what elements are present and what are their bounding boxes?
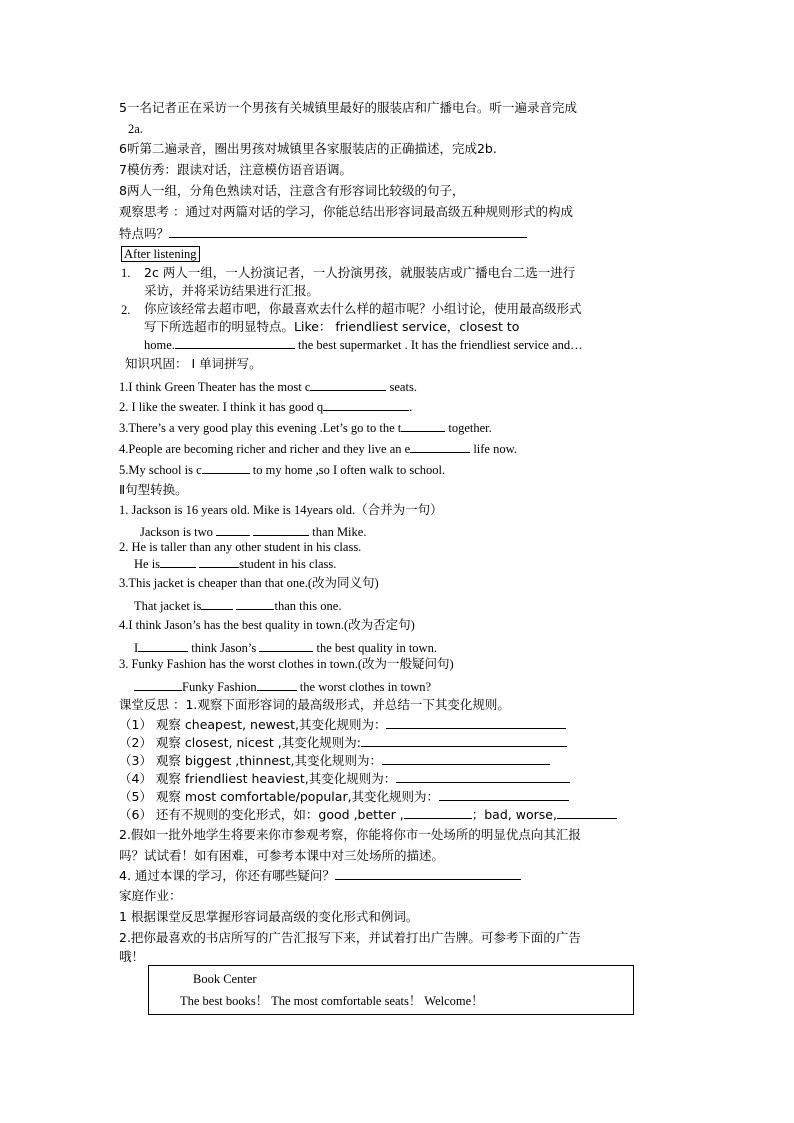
q5-text: 5.My school is c [119,463,202,477]
transform-q3: 3.This jacket is cheaper than that one.(改为同义句) [119,576,379,590]
item-1-num: 1. [121,266,131,280]
p4-blank[interactable] [335,867,521,880]
transform-q4: 4.I think Jason’s has the best quality in town.(改为否定句) [119,618,415,632]
t4-post: the best quality in town. [313,641,437,655]
item-2-tail: the best supermarket . It has the friendliest service and… [294,338,583,352]
q3-blank[interactable] [401,419,445,432]
q2-text: 2. I like the sweater. I think it has good q [119,400,324,414]
transform-heading: Ⅱ句型转换。 [119,482,188,497]
r2-text: （2） 观察 closest, nicest ,其变化规则为: [119,735,361,750]
spelling-q2 [119,398,412,415]
r5-text: （5） 观察 most comfortable/popular,其变化规则为： [119,789,440,804]
r6-blank-1[interactable] [404,806,472,819]
t3-blank-2[interactable] [236,597,274,610]
q3-text: 3.There’s a very good play this evening .Let’s go to the t [119,421,402,435]
transform-q1-answer [140,523,366,540]
transform-q5-answer [134,678,431,695]
supermarket-blank[interactable] [175,336,295,349]
q1-blank[interactable] [310,378,386,391]
instruction-8: 8两人一组，分角色熟读对话，注意含有形容词比较级的句子， [119,183,465,198]
reflection-p2: 2.假如一批外地学生将要来你市参观考察，你能将你市一处场所的明显优点向其汇报 [119,827,581,842]
observe-think-tail: 特点吗？ [119,226,170,241]
r6-mid: ；bad, worse, [471,807,557,822]
transform-q2: 2. He is taller than any other student in his class. [119,540,362,554]
t5-blank-1[interactable] [134,678,182,691]
homework-heading: 家庭作业： [119,888,182,903]
spelling-q3 [119,419,492,436]
r1-blank[interactable] [386,716,566,729]
q1-text: 1.I think Green Theater has the most c [119,380,311,394]
t4-mid: think Jason’s [188,641,260,655]
observe-think: 观察思考 ：通过对两篇对话的学习，你能总结出形容词最高级五种规则形式的构成 [119,204,573,219]
t3-pre: That jacket is [134,599,202,613]
observe-think-cont [119,225,527,242]
consolidation-heading: 知识巩固： I 单词拼写。 [125,356,262,371]
t1-blank-2[interactable] [253,523,309,536]
t5-post: the worst clothes in town? [296,680,432,694]
t5-blank-2[interactable] [257,678,297,691]
q3-tail: together. [445,421,492,435]
item-2-text: 你应该经常去超市吧，你最喜欢去什么样的超市呢？小组讨论，使用最高级形式 [144,301,582,316]
t4-blank-2[interactable] [259,639,313,652]
instruction-6: 6听第二遍录音，圈出男孩对城镇里各家服装店的正确描述，完成2b. [119,141,497,156]
q4-text: 4.People are becoming richer and richer and they live an e [119,442,411,456]
transform-q3-answer [134,597,341,614]
q4-blank[interactable] [410,440,470,453]
r2-blank[interactable] [361,734,567,747]
homework-2-cont: 哦！ [119,949,145,964]
r4-text: （4） 观察 friendliest heaviest,其变化规则为： [119,771,397,786]
item-2-text-cont: 写下所选超市的明显特点。Like： friendliest service，closest to [144,319,520,334]
reflection-p4 [119,867,521,884]
ad-title: Book Center [193,972,257,986]
transform-q1: 1. Jackson is 16 years old. Mike is 14years old.（合并为一句） [119,503,443,517]
t4-blank-1[interactable] [138,639,188,652]
q1-tail: seats. [386,380,417,394]
q5-blank[interactable] [202,461,250,474]
spelling-q5 [119,461,445,478]
q5-tail: to my home ,so I often walk to school. [249,463,446,477]
spelling-q4 [119,440,517,457]
reflection-r5 [119,788,569,805]
r3-text: （3） 观察 biggest ,thinnest,其变化规则为： [119,753,382,768]
reflection-p2-cont: 吗？试试看！如有困难，可参考本课中对三处场所的描述。 [119,848,445,863]
t1-pre: Jackson is two [140,525,217,539]
t1-post: than Mike. [309,525,367,539]
r1-text: （1） 观察 cheapest, newest,其变化规则为： [119,717,387,732]
after-listening-heading [121,246,200,262]
spelling-q1 [119,378,417,395]
r3-blank[interactable] [382,752,550,765]
item-2-home: home. [144,338,175,352]
r4-blank[interactable] [396,770,570,783]
transform-q5: 3. Funky Fashion has the worst clothes in town.(改为一般疑问句) [119,657,454,671]
r5-blank[interactable] [439,788,569,801]
item-1-text: 2c 两人一组，一人扮演记者，一人扮演男孩，就服装店或广播电台二选一进行 [144,265,576,280]
t3-blank-1[interactable] [201,597,233,610]
transform-q4-answer [134,639,437,656]
q4-tail: life now. [470,442,517,456]
r6-text: （6） 还有不规则的变化形式，如：good ,better , [119,807,404,822]
t3-post: than this one. [274,599,342,613]
t2-blank-1[interactable] [160,555,196,568]
p4-text: 4. 通过本课的学习，你还有哪些疑问？ [119,868,335,883]
q2-blank[interactable] [323,398,409,411]
instruction-5: 5一名记者正在采访一个男孩有关城镇里最好的服装店和广播电台。听一遍录音完成 [119,100,577,115]
reflection-r3 [119,752,550,769]
after-listening-label: After listening [121,246,200,262]
r6-blank-2[interactable] [557,806,617,819]
answer-blank[interactable] [169,225,527,238]
t2-post: student in his class. [239,557,337,571]
homework-1: 1 根据课堂反思掌握形容词最高级的变化形式和例词。 [119,909,419,924]
homework-2: 2.把你最喜欢的书店所写的广告汇报写下来，并试着打出广告牌。可参考下面的广告 [119,930,581,945]
ad-body: The best books！ The most comfortable seats！ Welcome！ [180,994,484,1008]
reflection-r2 [119,734,567,751]
transform-q2-answer [134,555,336,572]
item-2-text-end [144,336,583,353]
reflection-r6 [119,806,617,823]
t4-pre: I [134,641,139,655]
q2-tail: . [409,400,413,414]
reflection-r4 [119,770,570,787]
t5-mid: Funky Fashion [182,680,257,694]
reflection-heading: 课堂反思 ：1.观察下面形容词的最高级形式，并总结一下其变化规则。 [119,697,510,712]
instruction-5-cont: 2a. [128,122,143,136]
t1-blank-1[interactable] [216,523,250,536]
item-1-text-cont: 采访，并将采访结果进行汇报。 [144,283,320,298]
instruction-7: 7模仿秀：跟读对话，注意模仿语音语调。 [119,162,352,177]
t2-pre: He is [134,557,161,571]
item-2-num: 2. [121,303,131,317]
ad-example-box [148,965,634,1015]
t2-blank-2[interactable] [199,555,239,568]
reflection-r1 [119,716,566,733]
